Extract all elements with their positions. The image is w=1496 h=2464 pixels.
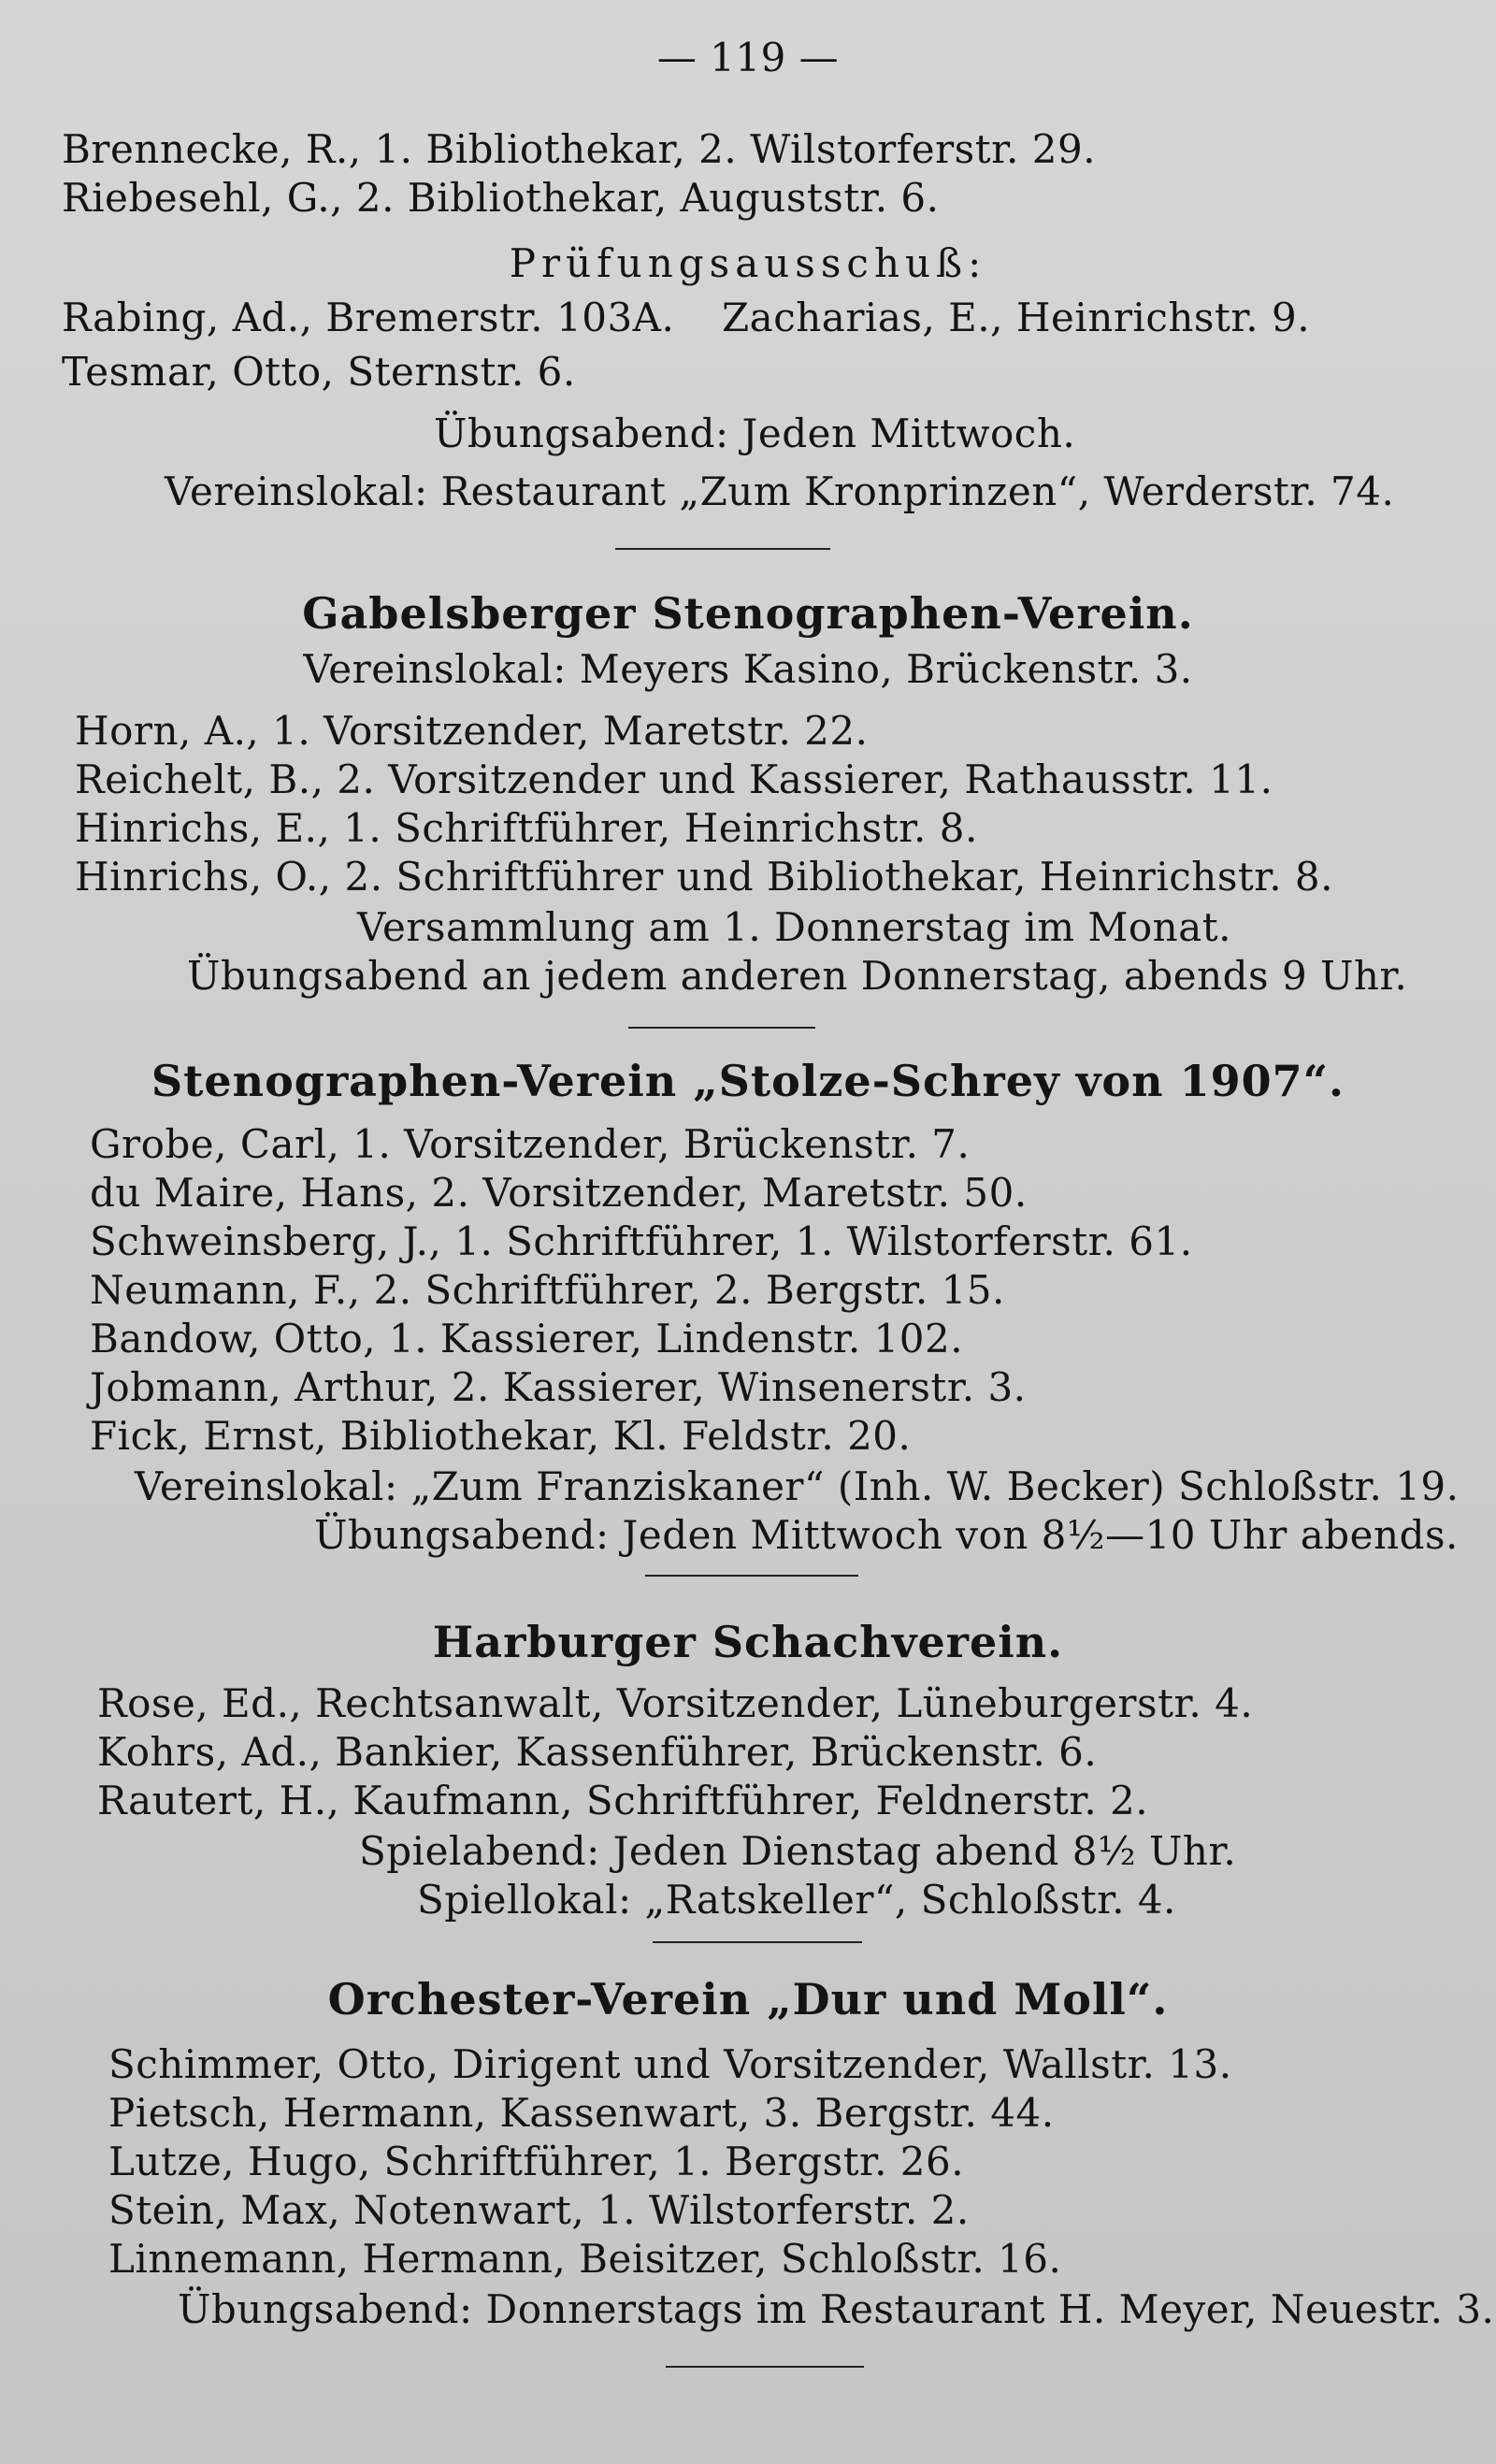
note-line: Versammlung am 1. Donnerstag im Monat. — [357, 904, 1231, 950]
member-line: Rose, Ed., Rechtsanwalt, Vorsitzender, Lüneburgerstr. 4. — [97, 1680, 1254, 1726]
member-line: Linnemann, Hermann, Beisitzer, Schloßstr. 16. — [108, 2236, 1062, 2282]
section-title: Stenographen-Verein „Stolze-Schrey von 1907“. — [151, 1056, 1345, 1106]
member-line: du Maire, Hans, 2. Vorsitzender, Maretstr. 50. — [90, 1170, 1028, 1216]
section-subtitle: Vereinslokal: Meyers Kasino, Brückenstr. 3. — [303, 646, 1193, 692]
entry-line: Riebesehl, G., 2. Bibliothekar, Auguststr. 6. — [62, 175, 940, 221]
member-line: Fick, Ernst, Bibliothekar, Kl. Feldstr. 20. — [90, 1413, 912, 1459]
member-line: Jobmann, Arthur, 2. Kassierer, Winsenerstr. 3. — [90, 1364, 1027, 1410]
member-line: Lutze, Hugo, Schriftführer, 1. Bergstr. 26. — [108, 2139, 965, 2184]
member-line: Hinrichs, O., 2. Schriftführer und Bibliothekar, Heinrichstr. 8. — [75, 854, 1333, 900]
page-number: — 119 — — [656, 35, 840, 80]
member-line: Hinrichs, E., 1. Schriftführer, Heinrichstr. 8. — [75, 805, 978, 851]
note-line: Übungsabend: Jeden Mittwoch. — [434, 411, 1076, 456]
member-line: Schweinsberg, J., 1. Schriftführer, 1. Wilstorferstr. 61. — [90, 1218, 1193, 1264]
member-line: Grobe, Carl, 1. Vorsitzender, Brückenstr. 7. — [90, 1121, 971, 1167]
note-line: Übungsabend: Donnerstags im Restaurant H. Meyer, Neuestr. 3. — [178, 2286, 1495, 2332]
member-line: Schimmer, Otto, Dirigent und Vorsitzender, Wallstr. 13. — [108, 2041, 1232, 2087]
section-divider — [666, 2366, 864, 2368]
member-line: Stein, Max, Notenwart, 1. Wilstorferstr. 2. — [108, 2187, 970, 2233]
note-line: Vereinslokal: „Zum Franziskaner“ (Inh. W. Becker) Schloßstr. 19. — [135, 1463, 1460, 1509]
section-title: Gabelsberger Stenographen-Verein. — [302, 588, 1194, 639]
member-line: Bandow, Otto, 1. Kassierer, Lindenstr. 102. — [90, 1316, 964, 1362]
note-line: Übungsabend an jedem anderen Donnerstag, abends 9 Uhr. — [187, 953, 1408, 999]
section-divider — [628, 1027, 815, 1029]
entry-line: Zacharias, E., Heinrichstr. 9. — [722, 295, 1311, 340]
section-divider — [645, 1575, 858, 1577]
note-line: Vereinslokal: Restaurant „Zum Kronprinzen“, Werderstr. 74. — [165, 468, 1395, 514]
section-divider — [653, 1941, 862, 1943]
note-line: Übungsabend: Jeden Mittwoch von 8½—10 Uhr abends. — [314, 1512, 1459, 1558]
entry-line: Brennecke, R., 1. Bibliothekar, 2. Wilstorferstr. 29. — [62, 126, 1097, 172]
member-line: Rautert, H., Kaufmann, Schriftführer, Feldnerstr. 2. — [97, 1778, 1149, 1823]
member-line: Horn, A., 1. Vorsitzender, Maretstr. 22. — [75, 708, 869, 754]
entry-line: Rabing, Ad., Bremerstr. 103A. — [62, 295, 675, 340]
section-title: Harburger Schachverein. — [432, 1617, 1064, 1667]
note-line: Spiellokal: „Ratskeller“, Schloßstr. 4. — [417, 1877, 1176, 1923]
member-line: Reichelt, B., 2. Vorsitzender und Kassierer, Rathausstr. 11. — [75, 756, 1273, 802]
member-line: Pietsch, Hermann, Kassenwart, 3. Bergstr. 44. — [108, 2090, 1055, 2136]
member-line: Kohrs, Ad., Bankier, Kassenführer, Brückenstr. 6. — [97, 1729, 1098, 1775]
section-divider — [615, 548, 830, 550]
section-title: Orchester-Verein „Dur und Moll“. — [327, 1974, 1169, 2025]
entry-line: Tesmar, Otto, Sternstr. 6. — [62, 349, 576, 395]
note-line: Spielabend: Jeden Dienstag abend 8½ Uhr. — [359, 1828, 1237, 1874]
sub-heading: Prüfungsausschuß: — [509, 240, 987, 286]
member-line: Neumann, F., 2. Schriftführer, 2. Bergstr. 15. — [90, 1267, 1005, 1313]
